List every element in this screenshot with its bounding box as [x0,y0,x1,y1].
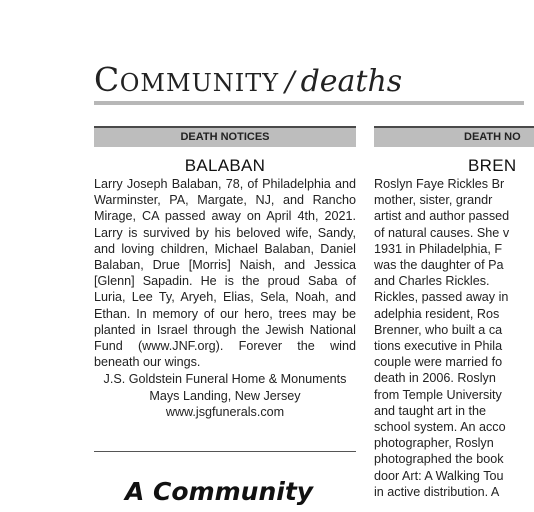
obituary-line: school system. An acco [374,420,506,435]
community-tagline: A Community [125,477,314,506]
section-slash: / [285,65,295,98]
obituary-line: Brenner, who built a ca [374,322,503,337]
obituary-line: adelphia resident, Ros [374,306,500,321]
death-notice-column-right [374,126,534,500]
funeral-home-info [94,371,356,420]
death-notices-banner-right: DEATH NO [374,126,534,147]
obituary-line: of natural causes. She v [374,225,510,240]
section-subtitle: deaths [300,64,403,99]
deceased-name: BALABAN [184,156,266,175]
obituary-line: Roslyn Faye Rickles Br [374,177,505,191]
death-notices-banner: DEATH NOTICES [94,126,356,147]
obituary-line: photographed the book [374,452,504,467]
obituary-line: in active distribution. A [374,484,500,499]
section-title-initial: C [94,60,120,99]
header-rule [94,101,524,105]
obituary-line: from Temple University [374,387,502,402]
deceased-name-right: BREN [468,156,517,175]
death-notice-column-left [94,126,356,420]
obituary-line: photographer, Roslyn [374,436,494,451]
obituary-text-right [374,176,534,500]
obituary-line: death in 2006. Roslyn [374,371,496,386]
obituary-line: Rickles, passed away in [374,290,509,305]
funeral-home-location: Mays Landing, New Jersey [149,388,301,403]
section-header [94,60,402,99]
obituary-line: and taught art in the [374,403,487,418]
obituary-line: and Charles Rickles. [374,274,490,289]
obituary-line: mother, sister, grandr [374,193,493,208]
obituary-text: Larry Joseph Balaban, 78, of Philadelphia and Warminster, PA, Margate, NJ, and Rancho Mirage, CA passed away on April 4th, 2021. Larry is survived by his beloved wife, Sandy, and loving children, Michael Balaban, Daniel Balaban, Drue [Morris] Naish, and Jessica [Glenn] Sapadin. He is the proud Saba of Luria, Lee Ty, Aryeh, Elias, Sela, Noah, and Ethan. In memory of our hero, trees may be planted in Israel through the Jewish National Fund (www.JNF.org). Forever the wind beneath our wings. [94,177,356,370]
obituary-line: 1931 in Philadelphia, F [374,241,503,256]
obituary-line: tions executive in Phila [374,339,503,354]
section-title-rest: OMMUNITY [119,69,280,97]
obituary-line: door Art: A Walking Tou [374,468,504,483]
funeral-home-website: www.jsgfunerals.com [165,404,285,419]
obituary-line: couple were married fo [374,355,503,370]
obituary-line: was the daughter of Pa [374,258,504,273]
column-divider-rule [94,451,356,452]
funeral-home-name: J.S. Goldstein Funeral Home & Monuments [103,372,347,387]
obituary-line: artist and author passed [374,209,510,224]
